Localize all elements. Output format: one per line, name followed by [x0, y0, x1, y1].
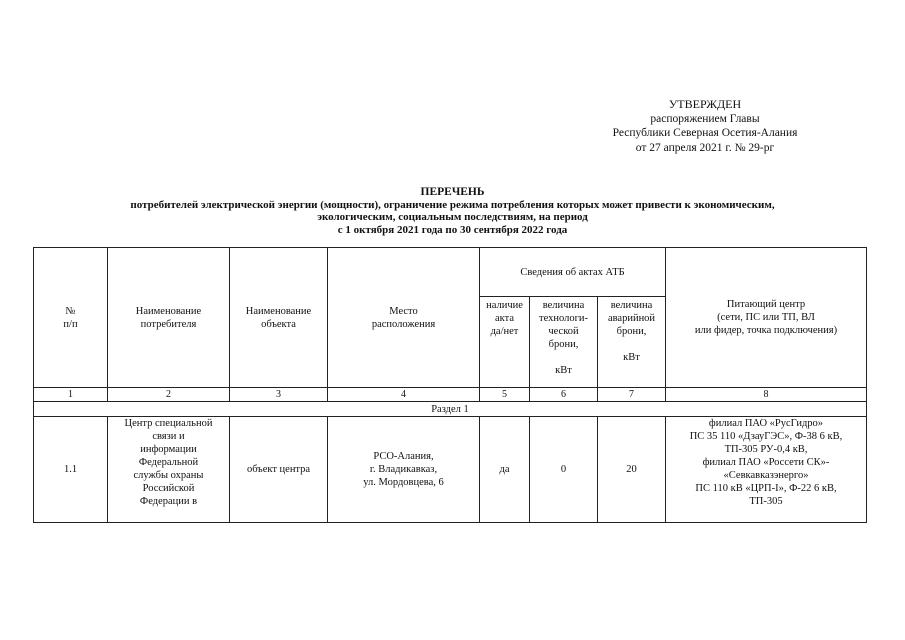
approval-line-4: от 27 апреля 2021 г. № 29-рг: [635, 141, 775, 154]
approval-line-1: УТВЕРЖДЕН: [668, 97, 742, 111]
header-consumer: Наименование потребителя: [108, 248, 230, 388]
header-act-presence: наличие акта да/нет: [480, 297, 530, 388]
location: РСО-Алания, г. Владикавказ, ул. Мордовцева, 6: [328, 417, 480, 523]
column-number: 8: [666, 388, 867, 402]
supply-center: филиал ПАО «РусГидро» ПС 35 110 «ДзауГЭС», Ф-38 6 кВ, ТП-305 РУ-0,4 кВ, филиал ПАО «Россети СК»- «Севкавказэнерго» ПС 110 кВ «ЦРП-I», Ф-22 6 кВ, ТП-305: [666, 417, 867, 523]
header-emergency-reserve: величина аварийной брони, кВт: [598, 297, 666, 388]
act-presence: да: [480, 417, 530, 523]
column-number: 5: [480, 388, 530, 402]
title-line-1: ПЕРЕЧЕНЬ: [420, 186, 485, 198]
column-numbers-row: [34, 388, 867, 402]
column-number: 7: [598, 388, 666, 402]
header-supply-center: Питающий центр (сети, ПС или ТП, ВЛ или фидер, точка подключения): [666, 248, 867, 388]
column-number: 6: [530, 388, 598, 402]
approval-block: [580, 97, 830, 155]
consumer-name: Центр специальной связи и информации Федеральной службы охраны Российской Федерации в: [108, 417, 230, 523]
consumers-table: [33, 247, 867, 523]
column-number: 3: [230, 388, 328, 402]
title-line-2: потребителей электрической энергии (мощности), ограничение режима потребления которых может привести к экономическим,: [130, 198, 775, 211]
title-line-4: с 1 октября 2021 года по 30 сентября 2022 года: [337, 223, 568, 236]
column-number: 4: [328, 388, 480, 402]
column-number: 1: [34, 388, 108, 402]
header-tech-reserve: величина технологи- ческой брони, кВт: [530, 297, 598, 388]
header-object: Наименование объекта: [230, 248, 328, 388]
section-row: [34, 402, 867, 417]
title-line-3: экологическим, социальным последствиям, на период: [317, 211, 588, 223]
document-title: [30, 186, 875, 236]
object-name: объект центра: [230, 417, 328, 523]
approval-line-2: распоряжением Главы: [650, 112, 760, 125]
row-number: 1.1: [34, 417, 108, 523]
approval-line-3: Республики Северная Осетия-Алания: [612, 127, 798, 139]
section-label: Раздел 1: [34, 402, 867, 417]
header-atb-group: Сведения об актах АТБ: [480, 248, 666, 297]
column-number: 2: [108, 388, 230, 402]
table-row: [34, 417, 867, 523]
emergency-reserve: 20: [598, 417, 666, 523]
header-number: № п/п: [34, 248, 108, 388]
header-location: Место расположения: [328, 248, 480, 388]
tech-reserve: 0: [530, 417, 598, 523]
